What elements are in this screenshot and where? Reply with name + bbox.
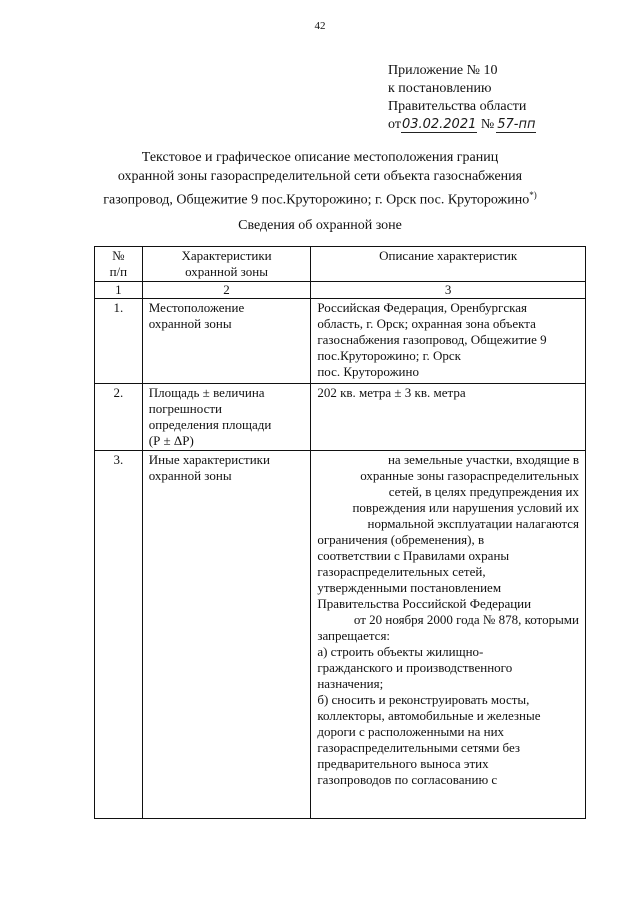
header-desc-line: Описание характеристик [379, 248, 518, 263]
table-header-row [95, 247, 586, 282]
column-number-1: 1 [95, 282, 143, 299]
title-line-3-text: газопровод, Общежитие 9 пос.Круторожино; г. Орск пос. Круторожино [103, 192, 530, 208]
header-char-line-1: Характеристики [181, 248, 272, 263]
desc-line: Правительства Российской Федерации [317, 596, 532, 611]
char-line: охранной зоны [148, 316, 232, 331]
char-line: Иные характеристики [148, 452, 270, 467]
row-characteristic [142, 384, 311, 451]
header-char-line-2: охранной зоны [185, 264, 268, 279]
title-line-3 [60, 186, 580, 210]
header-cell-characteristics [142, 247, 311, 282]
date-prefix: от [388, 117, 401, 132]
desc-line: предварительного выноса этих [317, 756, 489, 771]
table-row [95, 299, 586, 384]
row-number: 1. [95, 299, 143, 384]
number-sign: № [480, 117, 495, 132]
appendix-line-1: Приложение № 10 [388, 63, 498, 78]
row-number: 3. [95, 451, 143, 819]
protection-zone-table [94, 246, 586, 819]
desc-line: Российская Федерация, Оренбургская [317, 300, 528, 315]
desc-line: газопроводов по согласованию с [317, 772, 498, 787]
desc-line: сетей, в целях предупреждения их [388, 484, 579, 499]
footnote-mark: *) [529, 190, 537, 200]
header-cell-number [95, 247, 143, 282]
desc-line: газоснабжения газопровод, Общежитие 9 [317, 332, 547, 347]
desc-line: а) строить объекты жилищно- [317, 644, 484, 659]
desc-line: пос.Круторожино; г. Орск [317, 348, 461, 363]
column-numbers-row [95, 282, 586, 299]
header-number-line-2: п/п [109, 264, 128, 279]
desc-line: повреждения или нарушения условий их [352, 500, 579, 515]
char-line: Местоположение [148, 300, 245, 315]
column-number-3: 3 [311, 282, 586, 299]
row-description [311, 451, 586, 819]
desc-line: охранные зоны газораспределительных [360, 468, 579, 483]
desc-line: коллекторы, автомобильные и железные [317, 708, 541, 723]
section-subtitle: Сведения об охранной зоне [238, 218, 402, 233]
char-line: Площадь ± величина [148, 385, 265, 400]
desc-line: 202 кв. метра ± 3 кв. метра [317, 385, 466, 400]
desc-line: соответствии с Правилами охраны [317, 548, 510, 563]
table-row [95, 451, 586, 819]
char-line: погрешности [148, 401, 222, 416]
handwritten-date: 03.02.2021 [401, 117, 477, 132]
char-line: определения площади [148, 417, 272, 432]
char-line: охранной зоны [148, 468, 232, 483]
header-number-line-1: № [112, 248, 125, 263]
desc-line: от 20 ноября 2000 года № 878, которыми [353, 612, 579, 627]
header-cell-description [311, 247, 586, 282]
appendix-date-line [388, 116, 536, 134]
handwritten-number: 57-пп [497, 117, 536, 132]
row-characteristic [142, 451, 311, 819]
appendix-block [388, 62, 536, 134]
desc-line: область, г. Орск; охранная зона объекта [317, 316, 536, 331]
desc-line: назначения; [317, 676, 384, 691]
desc-line: запрещается: [317, 628, 391, 643]
desc-line: ограничения (обременения), в [317, 532, 485, 547]
desc-line: утвержденными постановлением [317, 580, 502, 595]
title-line-2: охранной зоны газораспределительной сети объекта газоснабжения [117, 169, 523, 184]
char-line: (Р ± ΔР) [148, 433, 194, 448]
document-title [60, 148, 580, 210]
desc-line: б) сносить и реконструировать мосты, [317, 692, 530, 707]
table-row [95, 384, 586, 451]
desc-line: газораспределительными сетями без [317, 740, 521, 755]
row-description [311, 384, 586, 451]
title-line-1: Текстовое и графическое описание местоположения границ [141, 150, 499, 165]
row-description [311, 299, 586, 384]
desc-line: газораспределительных сетей, [317, 564, 486, 579]
desc-line: нормальной эксплуатации налагаются [367, 516, 579, 531]
page-number: 42 [314, 20, 326, 32]
desc-line: пос. Круторожино [317, 364, 419, 379]
desc-line: дороги с расположенными на них [317, 724, 505, 739]
desc-line: гражданского и производственного [317, 660, 513, 675]
row-characteristic [142, 299, 311, 384]
appendix-line-2: к постановлению [388, 81, 492, 96]
appendix-line-3: Правительства области [388, 99, 527, 114]
row-number: 2. [95, 384, 143, 451]
column-number-2: 2 [142, 282, 311, 299]
desc-line: на земельные участки, входящие в [387, 452, 579, 467]
